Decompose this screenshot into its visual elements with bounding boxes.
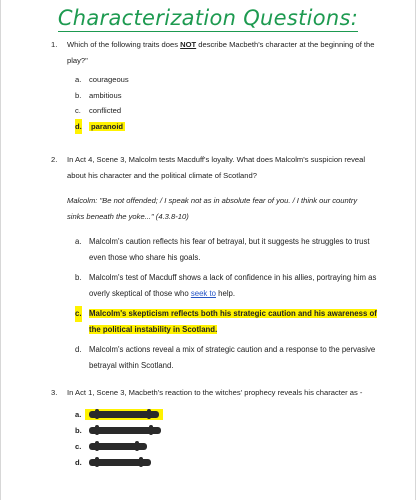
question-2-option-d: d. Malcolm's actions reveal a mix of strategic caution and a response to the pervasive betrayal within Scotland. [75, 345, 376, 370]
redaction-mark [89, 459, 151, 466]
question-1-option-a: a. courageous [75, 75, 129, 84]
document-title [1, 0, 415, 31]
question-1-options [1, 72, 415, 134]
question-2-quote: Malcolm: "Be not offended; / I speak not as in absolute fear of you. / I think our country sinks beneath the yoke..." (4.3.8-10) [67, 196, 358, 221]
question-3 [1, 385, 415, 471]
question-1-number: 1. [51, 40, 58, 49]
redaction-mark [89, 427, 161, 434]
question-3-options [1, 407, 415, 471]
question-1-option-c: c. conflicted [75, 106, 122, 115]
question-3-option-b-redacted: b. [1, 423, 415, 439]
redaction-mark [89, 443, 147, 450]
question-2-number: 2. [51, 155, 58, 164]
question-3-option-d-redacted: d. [1, 455, 415, 471]
question-1-option-d-highlighted: d. paranoid [1, 119, 415, 135]
question-1-option-b: b. ambitious [75, 90, 122, 100]
question-3-text: 3. In Act 1, Scene 3, Macbeth's reaction to the witches' prophecy reveals his character as - [1, 385, 415, 401]
question-1 [1, 37, 415, 134]
question-2-option-b: b. Malcolm's test of Macduff shows a lack of confidence in his allies, portraying him as overly skeptical of those who seek to help. [75, 273, 377, 298]
question-2-options [1, 234, 415, 374]
question-3-option-a-redacted: a. [1, 407, 415, 423]
question-2-option-c-highlighted: c. Malcolm's skepticism reflects both his strategic caution and his awareness of the political instability in Scotland. [1, 306, 415, 338]
question-2-option-a: a. Malcolm's caution reflects his fear of betrayal, but it suggests he struggles to trust even those who share his goals. [75, 237, 370, 262]
question-2 [1, 152, 415, 378]
document-title-text: Characterization Questions: [57, 6, 359, 30]
question-2-text: 2. In Act 4, Scene 3, Malcolm tests Macduff's loyalty. What does Malcolm's suspicion reveal about his character and the political climate of Scotland? [1, 152, 415, 183]
question-3-number: 3. [51, 388, 58, 397]
redaction-mark [89, 411, 159, 418]
question-1-text: 1. Which of the following traits does NOT describe Macbeth's character at the beginning of the play?" [1, 37, 415, 68]
seek-to-link[interactable]: seek to [190, 289, 216, 298]
question-3-option-c-redacted: c. [1, 439, 415, 455]
question-1-emphasis: NOT [180, 40, 197, 49]
